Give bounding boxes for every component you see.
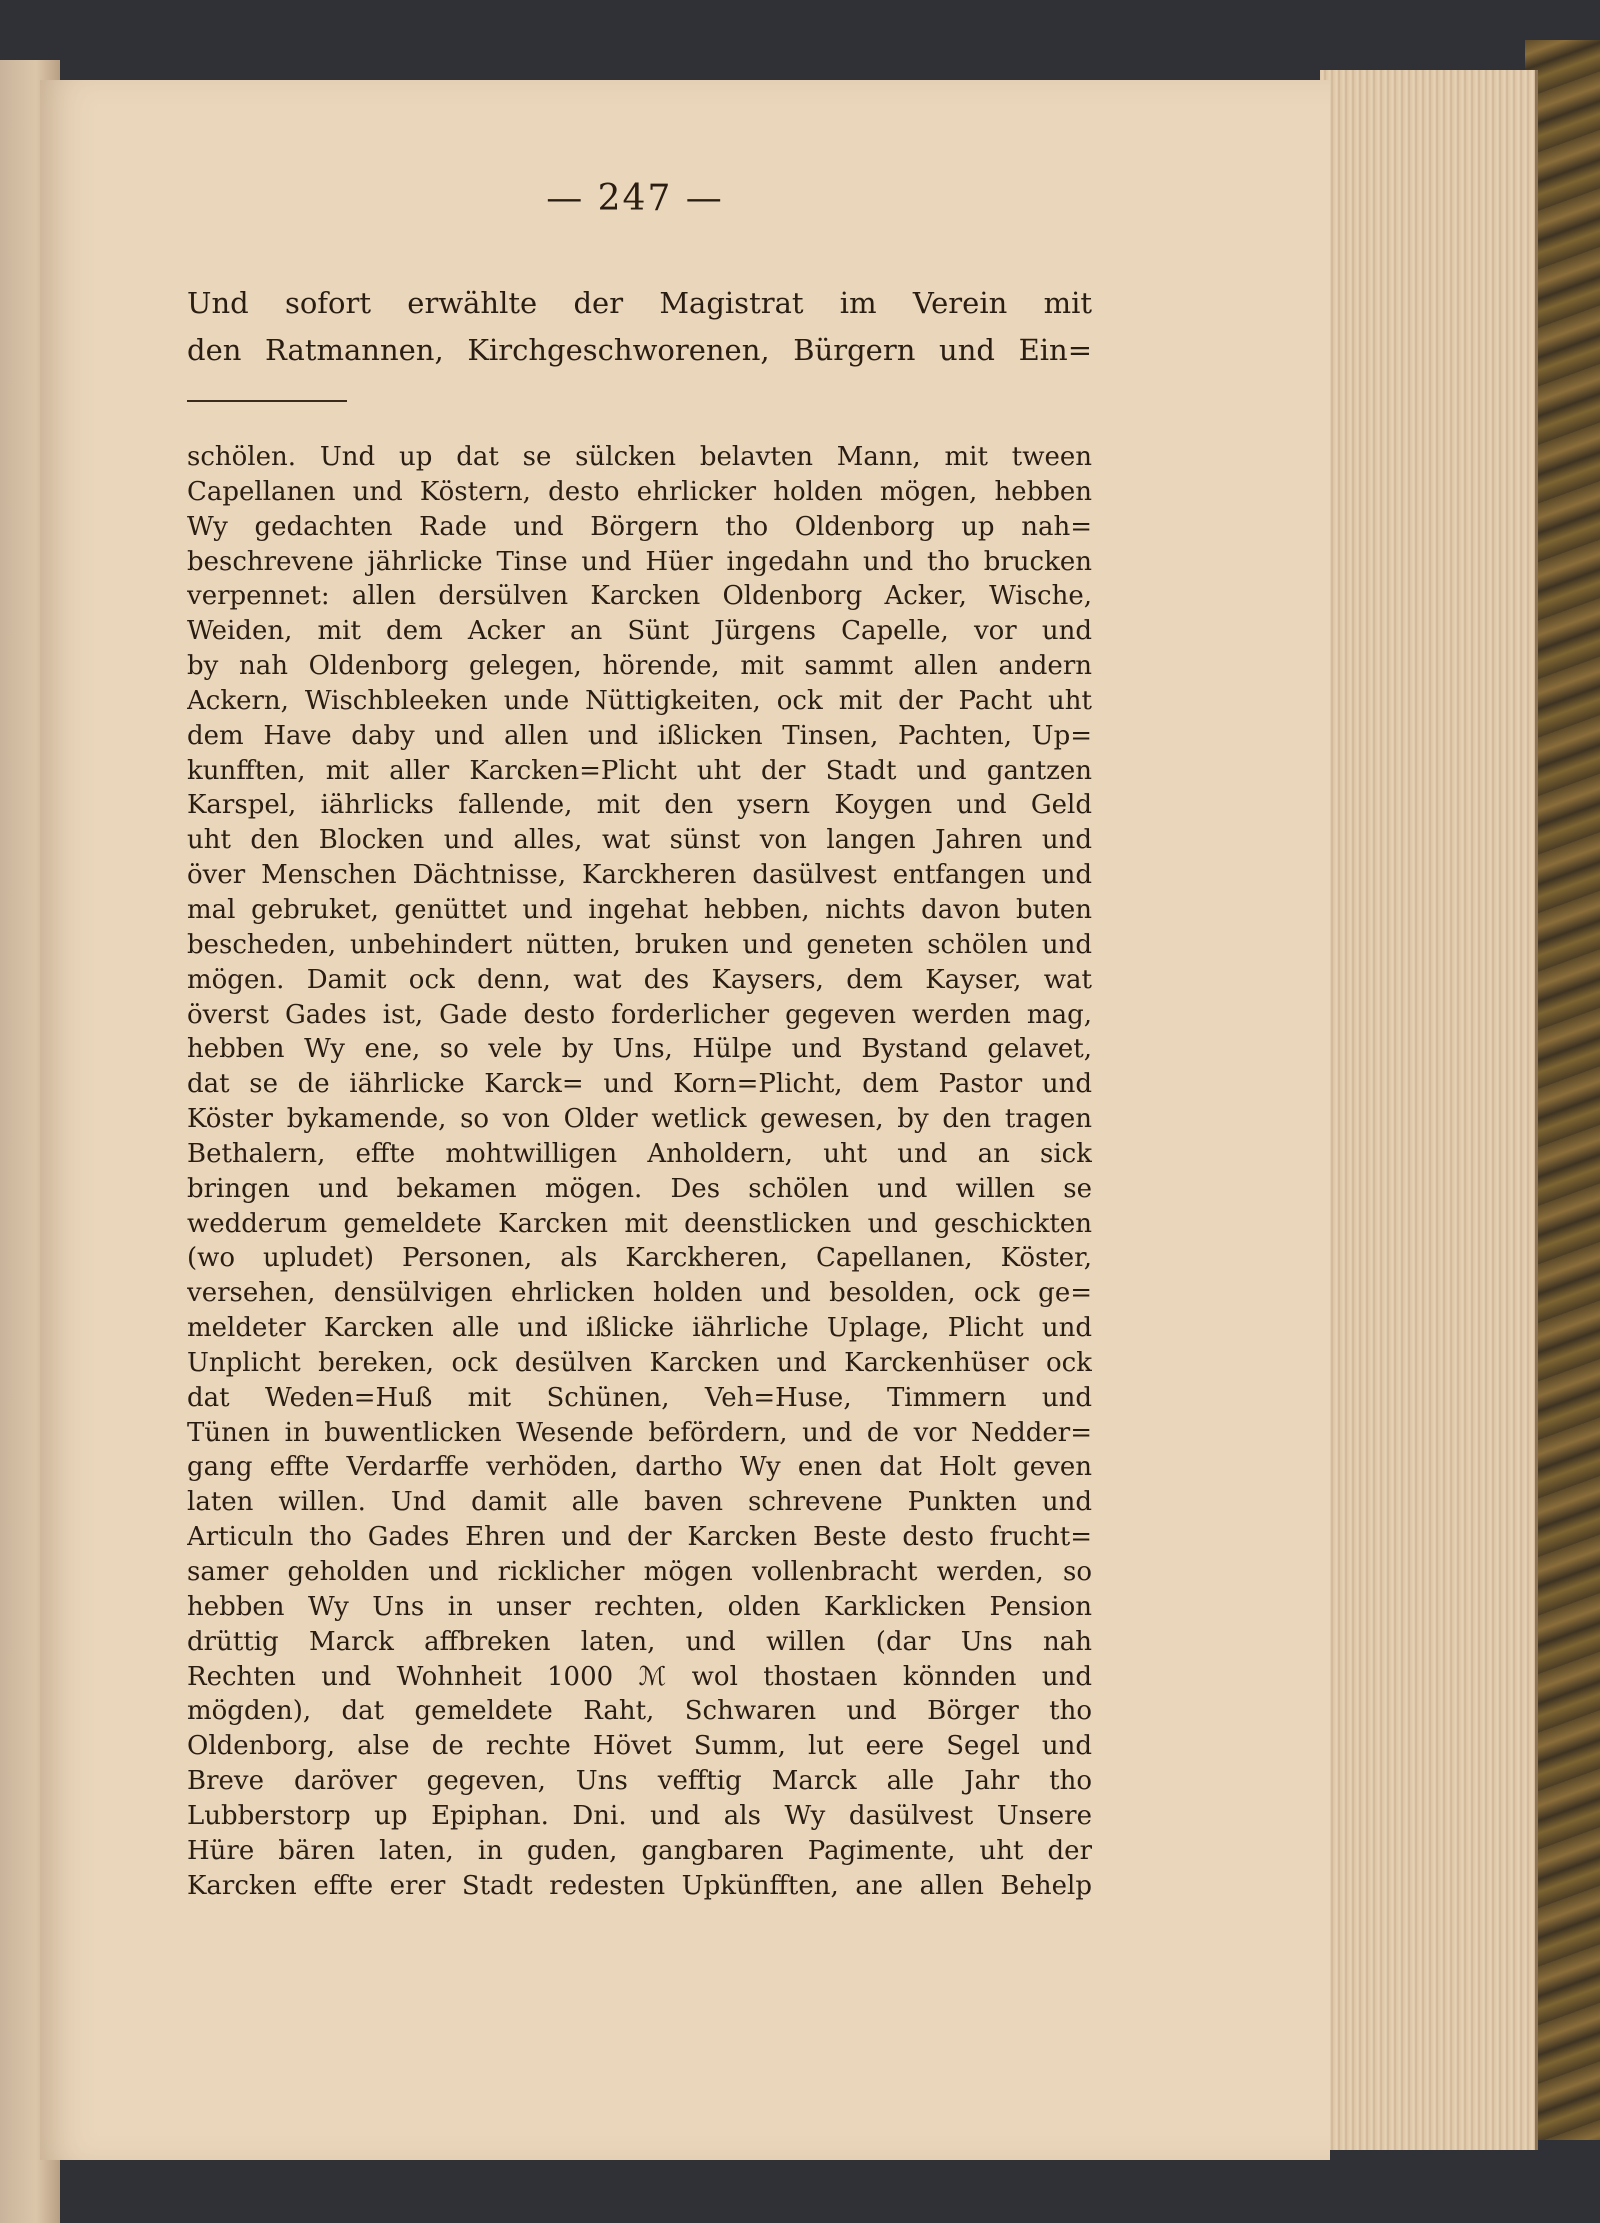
text-line: versehen, densülvigen ehrlicken holden und besolden, ock ge= <box>187 1278 1092 1309</box>
footnote-text <box>187 440 1092 1903</box>
text-line: wedderum gemeldete Karcken mit deenstlicken und geschickten <box>187 1208 1092 1239</box>
text-line: dat se de iährlicke Karck= und Korn=Plicht, dem Pastor und <box>187 1069 1092 1100</box>
text-line: Ackern, Wischbleeken unde Nüttigkeiten, ock mit der Pacht uht <box>187 685 1092 716</box>
text-line: Tünen in buwentlicken Wesende befördern, und de vor Nedder= <box>187 1417 1092 1448</box>
page-number: — 247 — <box>546 178 724 219</box>
text-line: Rechten und Wohnheit 1000 ℳ wol thostaen könnden und <box>187 1661 1092 1692</box>
text-line: uht den Blocken und alles, wat sünst von langen Jahren und <box>187 825 1092 856</box>
text-line: den Ratmannen, Kirchgeschworenen, Bürgern und Ein= <box>187 333 1092 367</box>
text-line: Capellanen und Köstern, desto ehrlicker holden mögen, hebben <box>187 476 1092 507</box>
text-line: Karcken effte erer Stadt redesten Upkünfften, ane allen Behelp <box>187 1870 1092 1901</box>
text-line: bringen und bekamen mögen. Des schölen und willen se <box>187 1173 1092 1204</box>
text-line: Karspel, iährlicks fallende, mit den ysern Koygen und Geld <box>187 790 1092 821</box>
text-line: laten willen. Und damit alle baven schrevene Punkten und <box>187 1487 1092 1518</box>
text-line: dem Have daby und allen und ißlicken Tinsen, Pachten, Up= <box>187 720 1092 751</box>
text-line: överst Gades ist, Gade desto forderlicher gegeven werden mag, <box>187 999 1092 1030</box>
text-line: Bethalern, effte mohtwilligen Anholdern, uht und an sick <box>187 1138 1092 1169</box>
text-line: Hüre bären laten, in guden, gangbaren Pagimente, uht der <box>187 1835 1092 1866</box>
text-line: hebben Wy Uns in unser rechten, olden Karklicken Pension <box>187 1591 1092 1622</box>
text-line: kunfften, mit aller Karcken=Plicht uht der Stadt und gantzen <box>187 755 1092 786</box>
text-line: dat Weden=Huß mit Schünen, Veh=Huse, Timmern und <box>187 1382 1092 1413</box>
text-line: Wy gedachten Rade und Börgern tho Oldenborg up nah= <box>187 511 1092 542</box>
text-line: Unplicht bereken, ock desülven Karcken und Karckenhüser ock <box>187 1347 1092 1378</box>
text-line: samer geholden und ricklicher mögen vollenbracht werden, so <box>187 1557 1092 1587</box>
text-line: Weiden, mit dem Acker an Sünt Jürgens Capelle, vor und <box>187 616 1092 647</box>
text-line: hebben Wy ene, so vele by Uns, Hülpe und Bystand gelavet, <box>187 1034 1092 1065</box>
text-line: Lubberstorp up Epiphan. Dni. und als Wy dasülvest Unsere <box>187 1800 1092 1831</box>
text-line: Articuln tho Gades Ehren und der Karcken Beste desto frucht= <box>187 1522 1092 1553</box>
text-line: Köster bykamende, so von Older wetlick gewesen, by den tragen <box>187 1104 1092 1135</box>
text-line: by nah Oldenborg gelegen, hörende, mit sammt allen andern <box>187 651 1092 682</box>
footnote-separator <box>187 400 347 402</box>
text-line: bescheden, unbehindert nütten, bruken und geneten schölen und <box>187 929 1092 960</box>
text-line: (wo upludet) Personen, als Karckheren, Capellanen, Köster, <box>187 1243 1092 1274</box>
page-stack-edge <box>1320 70 1538 2150</box>
text-line: meldeter Karcken alle und ißlicke iährliche Uplage, Plicht und <box>187 1313 1092 1344</box>
text-line: gang effte Verdarffe verhöden, dartho Wy enen dat Holt geven <box>187 1452 1092 1483</box>
text-line: schölen. Und up dat se sülcken belavten Mann, mit tween <box>187 442 1092 472</box>
text-line: Oldenborg, alse de rechte Hövet Summ, lut eere Segel und <box>187 1731 1092 1762</box>
text-line: Und sofort erwählte der Magistrat im Verein mit <box>187 286 1092 320</box>
text-line: beschrevene jährlicke Tinse und Hüer ingedahn und tho brucken <box>187 546 1092 577</box>
text-line: verpennet: allen dersülven Karcken Oldenborg Acker, Wische, <box>187 581 1092 612</box>
text-line: mögen. Damit ock denn, wat des Kaysers, dem Kayser, wat <box>187 964 1092 995</box>
text-line: mögden), dat gemeldete Raht, Schwaren und Börger tho <box>187 1696 1092 1727</box>
text-line: mal gebruket, genüttet und ingehat hebben, nichts davon buten <box>187 894 1092 925</box>
main-text <box>187 280 1092 374</box>
text-line: över Menschen Dächtnisse, Karckheren dasülvest entfangen und <box>187 860 1092 891</box>
text-line: drüttig Marck affbreken laten, und willen (dar Uns nah <box>187 1626 1092 1657</box>
text-line: Breve daröver gegeven, Uns vefftig Marck alle Jahr tho <box>187 1766 1092 1797</box>
